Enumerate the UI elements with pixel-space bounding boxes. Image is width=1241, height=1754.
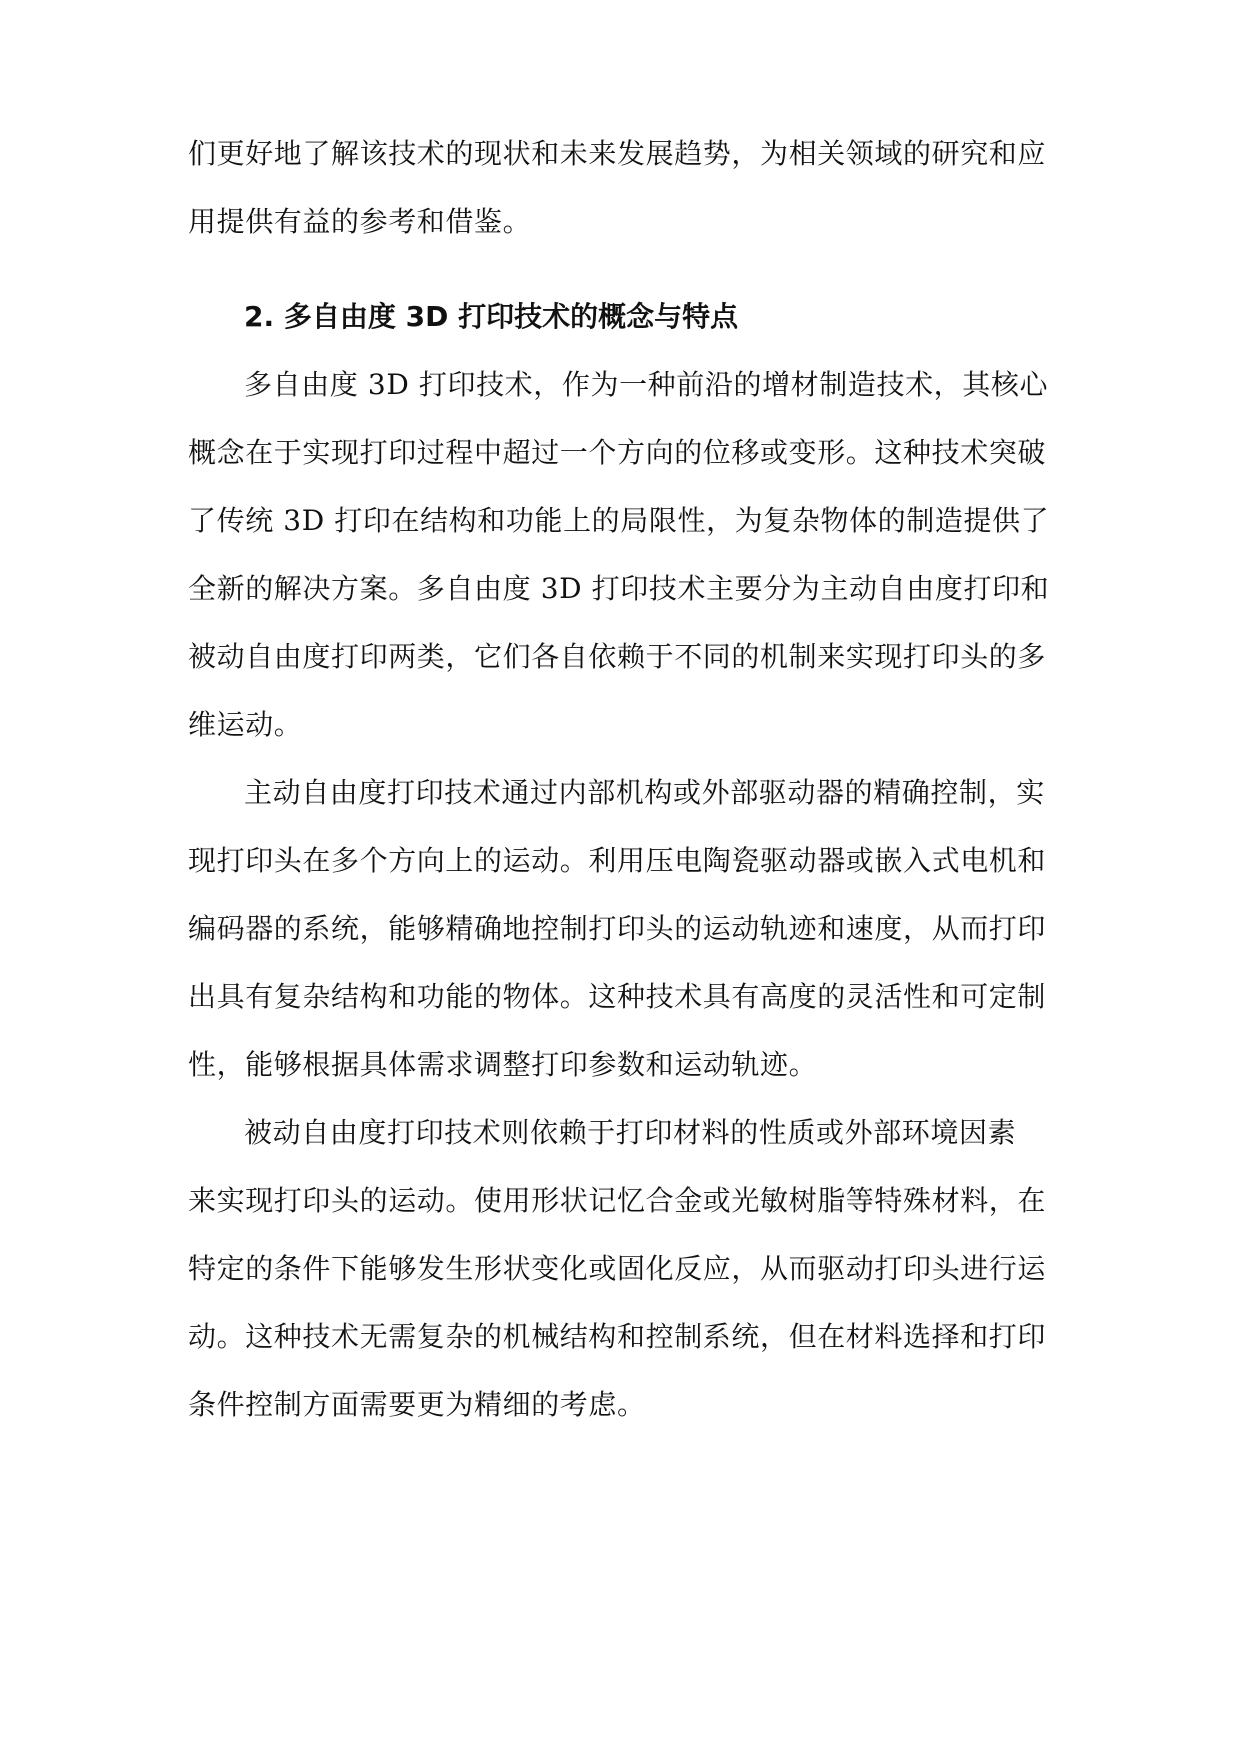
paragraph-3-line-1: 被动自由度打印技术则依赖于打印材料的性质或外部环境因素 (244, 1116, 1017, 1149)
paragraph-1-line-2: 概念在于实现打印过程中超过一个方向的位移或变形。这种技术突破 (188, 436, 1047, 469)
paragraph-1-line-3: 了传统 3D 打印在结构和功能上的局限性，为复杂物体的制造提供了 (188, 504, 1050, 537)
paragraph-1-line-4: 全新的解决方案。多自由度 3D 打印技术主要分为主动自由度打印和 (188, 572, 1050, 605)
paragraph-3-line-5: 条件控制方面需要更为精细的考虑。 (188, 1388, 646, 1421)
paragraph-2-line-3: 编码器的系统，能够精确地控制打印头的运动轨迹和速度，从而打印 (188, 912, 1047, 945)
paragraph-2-line-5: 性，能够根据具体需求调整打印参数和运动轨迹。 (188, 1048, 818, 1081)
paragraph-1-line-6: 维运动。 (188, 708, 303, 741)
intro-line-1: 们更好地了解该技术的现状和未来发展趋势，为相关领域的研究和应 (188, 137, 1047, 170)
paragraph-3-line-4: 动。这种技术无需复杂的机械结构和控制系统，但在材料选择和打印 (188, 1320, 1047, 1353)
paragraph-1-line-1: 多自由度 3D 打印技术，作为一种前沿的增材制造技术，其核心 (244, 368, 1049, 401)
paragraph-3-line-2: 来实现打印头的运动。使用形状记忆合金或光敏树脂等特殊材料，在 (188, 1184, 1047, 1217)
paragraph-2-line-2: 现打印头在多个方向上的运动。利用压电陶瓷驱动器或嵌入式电机和 (188, 844, 1047, 877)
paragraph-2-line-4: 出具有复杂结构和功能的物体。这种技术具有高度的灵活性和可定制 (188, 980, 1047, 1013)
paragraph-1-line-5: 被动自由度打印两类，它们各自依赖于不同的机制来实现打印头的多 (188, 640, 1047, 673)
paragraph-3-line-3: 特定的条件下能够发生形状变化或固化反应，从而驱动打印头进行运 (188, 1252, 1047, 1285)
paragraph-2-line-1: 主动自由度打印技术通过内部机构或外部驱动器的精确控制，实 (244, 776, 1045, 809)
intro-line-2: 用提供有益的参考和借鉴。 (188, 205, 532, 238)
section-heading: 2. 多自由度 3D 打印技术的概念与特点 (244, 300, 739, 333)
